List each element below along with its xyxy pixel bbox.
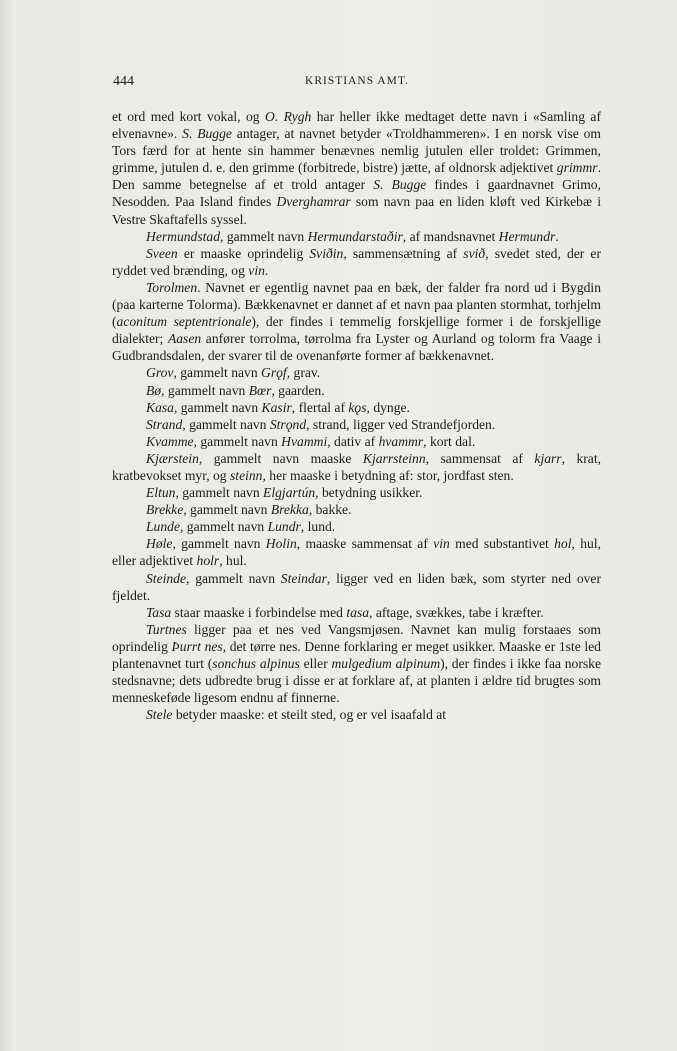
text-run: som navn paa en liden kløft ved Kirkebæ i Vestre Skaftafells syssel. [112,194,601,227]
italic-term: Sviðin [309,245,344,261]
text-run: , aftage, svækkes, tabe i kræfter. [369,604,544,620]
italic-term: Eltun [146,485,176,501]
italic-term: Steinde [146,570,187,586]
italic-term: hvammr [378,433,424,449]
text-run: , gammelt navn [161,382,249,398]
italic-term: aconitum septentrionale [116,314,252,330]
italic-term: kǫs [348,399,367,415]
italic-term: Þurrt nes [171,638,223,654]
page-header [113,74,601,94]
italic-term: Bø [146,382,162,398]
italic-term: S. Bugge [373,177,427,193]
italic-term: Grǫf [261,365,287,381]
italic-term: Kvamme [146,433,194,449]
text-run: , gammelt navn [173,365,262,381]
italic-term: Hermundr [498,228,556,244]
text-run: , gammelt navn [220,228,308,244]
italic-term: Elgjartún [263,485,316,501]
text-run: , gammelt navn [179,519,268,535]
paragraph [112,450,601,484]
text-run: . [555,228,559,244]
paragraph [112,484,601,501]
text-run: med substantivet [449,536,555,552]
italic-term: holr [196,553,220,569]
paragraph [112,245,601,279]
paragraph [112,535,601,569]
text-run: , det tørre nes. Denne forklaring er meget usikker. Maaske er 1ste led plantenavnet turt ( [112,638,601,671]
text-run: , maaske sammensat af [296,536,434,552]
italic-term: Lundr [267,519,301,535]
italic-term: Turtnes [146,621,187,637]
italic-term: Strand [146,416,183,432]
paragraph [112,433,601,450]
italic-term: Dverghamrar [276,194,351,210]
body-text [112,108,601,723]
text-run: antager, at navnet betyder «Troldhammeren». I en norsk vise om Tors færd for at hente sin hammer benævnes nemlig jutulen eller troldet: Grimmen, grimme, jutulen d. e. den grimme (forbitrede, bistre) jætte, af oldnorsk adjektivet [112,126,602,176]
text-run: ligger paa et nes ved Vangsmjøsen. Navnet kan mulig forstaaes som oprindelig [112,621,601,654]
text-run: findes i gaardnavnet Grimo, Nesodden. Paa Island findes [112,177,602,210]
italic-term: Hermundstad [146,228,221,244]
text-run: , her maaske i betydning af: stor, jordfast sten. [262,467,514,483]
text-run: , sammensat af [425,450,535,466]
text-run: et ord med kort vokal, og [112,109,265,124]
italic-term: vin [433,536,450,552]
text-run: , gammelt navn maaske [198,450,363,466]
italic-term: grimmr [556,160,598,176]
paragraph [112,364,601,381]
text-run: , dativ af [327,433,379,449]
italic-term: Kasa [146,399,174,415]
text-run: , svedet sted, der er ryddet ved brænding, og [112,245,601,278]
italic-term: Torolmen [146,279,198,295]
text-run: betyder maaske: et steilt sted, og er vel isaafald at [172,707,447,723]
italic-term: vin [248,262,265,278]
text-run: , sammensætning af [343,245,464,261]
italic-term: Grov [146,365,174,381]
paragraph [112,604,601,621]
italic-term: Bœr [248,382,272,398]
italic-term: Kjarrsteinn [362,450,426,466]
text-run: , gammelt navn [186,570,281,586]
italic-term: Aasen [167,331,202,347]
text-run: , hul, eller adjektivet [112,536,601,569]
italic-term: O. Rygh [265,109,312,124]
italic-term: mulgedium alpinum [331,656,441,671]
italic-term: Brekke [146,502,184,518]
italic-term: Høle [146,536,173,552]
italic-term: Steindar [280,570,327,586]
italic-term: Holin [265,536,297,552]
text-run: ), der findes i temmelig forskjellige former i de forskjellige dialekter; [112,314,601,347]
text-run: , dynge. [366,399,410,415]
italic-term: steinn [230,467,263,483]
italic-term: Strǫnd [269,416,307,432]
paragraph [112,399,601,416]
text-run: , krat, kratbevokset myr, og [112,450,601,483]
italic-term: Stele [146,707,173,723]
text-run: anfører torrolma, tørrolma fra Lyster og Aurland og tolorm fra Vaage i Gudbrandsdalen, der svarer til de ovenanførte former af bækkenavnet. [112,331,601,364]
paragraph [112,706,601,723]
text-run: , gammelt navn [193,433,282,449]
italic-term: Tasa [146,604,172,620]
italic-term: S. Bugge [182,126,232,142]
text-run: , betydning usikker. [315,485,423,501]
text-run: , flertal af [291,399,349,415]
paragraph [112,501,601,518]
paragraph [112,518,601,535]
text-run: , ligger ved en liden bæk, som styrter ned over fjeldet. [112,570,601,603]
text-run: , af mandsnavnet [402,228,499,244]
italic-term: Brekka [270,502,309,518]
text-run: , bakke. [308,502,352,518]
text-run: . [264,262,269,278]
text-run: , gammelt navn [182,416,270,432]
paragraph [112,228,601,245]
text-run: , lund. [300,519,336,535]
text-run: har heller ikke medtaget dette navn i «Samling af elvenavne». [112,109,601,142]
paragraph [112,621,601,706]
text-run: , gaarden. [271,382,325,398]
text-run: , strand, ligger ved Strandefjorden. [306,416,496,432]
text-run: , gammelt navn [172,536,266,552]
paragraph [112,108,601,228]
italic-term: kjarr [534,450,562,466]
italic-term: Hermundarstaðir [307,228,403,244]
text-run: , kort dal. [423,433,476,449]
text-run: , hul. [219,553,247,569]
paragraph [112,382,601,399]
paragraph [112,416,601,433]
italic-term: svið [463,245,486,261]
text-run: er maaske oprindelig [177,245,310,261]
italic-term: Kasir [261,399,292,415]
italic-term: sonchus alpinus [212,656,300,671]
running-head: KRISTIANS AMT. [305,75,409,87]
paragraph [112,570,601,604]
text-run: ), der findes i ikke faa norske stedsnavne; dets udbredte brug i disse er at forklare af, at planten i ældre tid brugtes som menneskeføde ligesom endnu af finnerne. [112,656,601,706]
text-run: , gammelt navn [173,399,262,415]
text-run: eller [299,656,332,671]
text-run: staar maaske i forbindelse med [171,604,347,620]
italic-term: Kjærstein [146,450,199,466]
italic-term: hol [554,536,572,552]
text-run: , gammelt navn [175,485,264,501]
italic-term: tasa [346,604,370,620]
paragraph [112,279,601,364]
italic-term: Lunde [146,519,180,535]
text-run: . Navnet er egentlig navnet paa en bæk, der falder fra nord ud i Bygdin (paa karterne Tolorma). Bækkenavnet er dannet af et navn paa planten stormhat, torhjelm ( [112,279,601,330]
italic-term: Hvammi [281,433,328,449]
text-run: , grav. [286,365,321,381]
text-run: , gammelt navn [183,502,271,518]
italic-term: Sveen [146,245,178,261]
text-run: . Den samme betegnelse af et trold antager [112,160,601,193]
page-number: 444 [113,74,134,89]
